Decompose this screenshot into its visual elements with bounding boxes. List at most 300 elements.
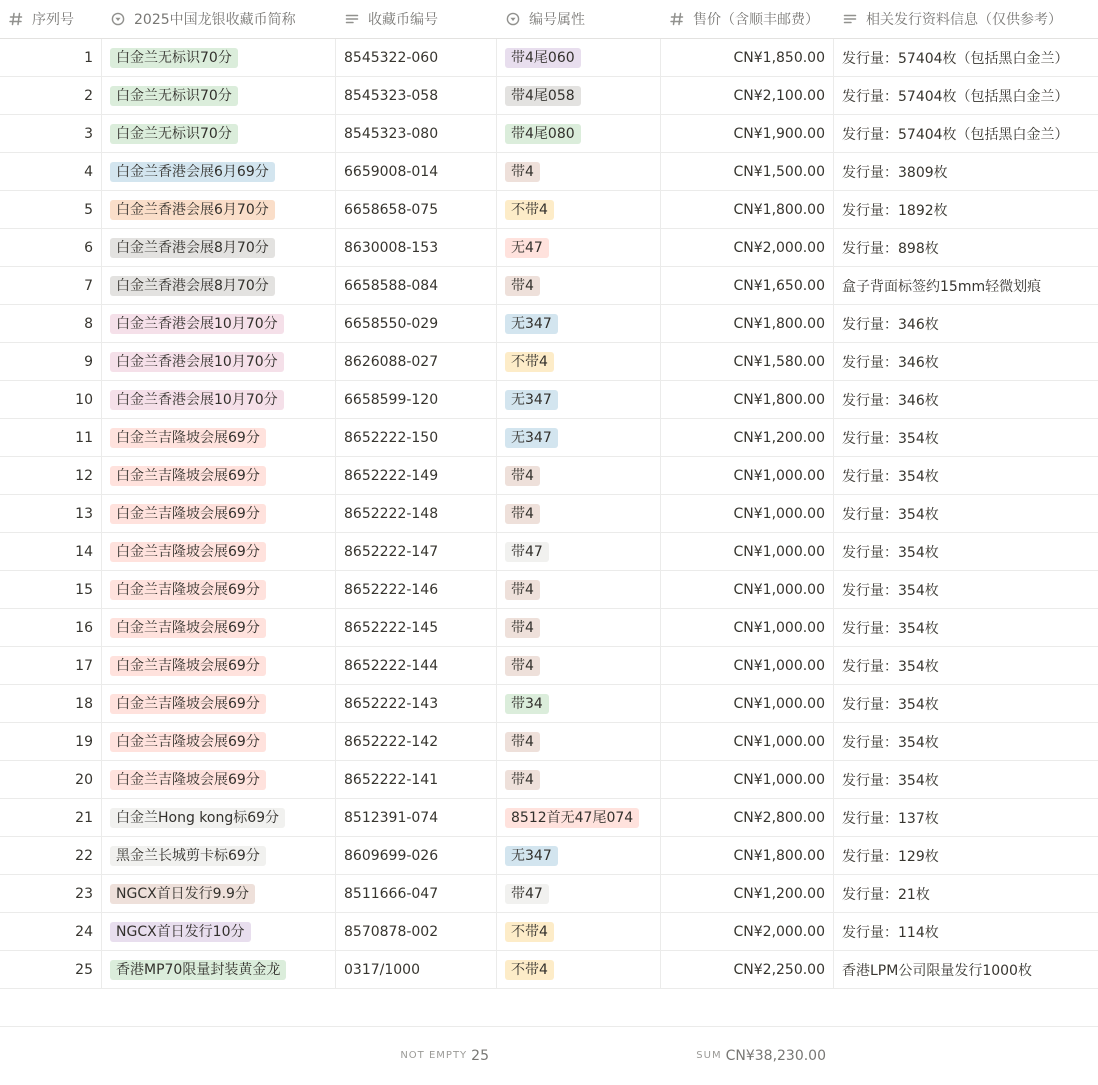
cell-attr[interactable] [497, 685, 661, 722]
issue-info: 发行量：354枚 [842, 696, 939, 713]
cell-price[interactable] [661, 419, 834, 456]
issue-info: 发行量：137枚 [842, 810, 939, 827]
price-value: CN¥1,000.00 [733, 467, 825, 484]
coin-name-tag: 白金兰香港会展10月70分 [110, 352, 284, 372]
cell-price[interactable] [661, 191, 834, 228]
table-row[interactable] [0, 77, 1098, 115]
serial-number: 22 [75, 847, 93, 864]
coin-code: 8545322-060 [344, 49, 439, 66]
code-attribute-tag: 不带4 [505, 960, 554, 980]
coin-name-tag: 白金兰香港会展6月69分 [110, 162, 275, 182]
price-value: CN¥1,000.00 [733, 657, 825, 674]
table-row[interactable] [0, 305, 1098, 343]
cell-code[interactable] [336, 723, 497, 760]
serial-number: 5 [84, 201, 93, 218]
coin-name-tag: 白金兰Hong kong标69分 [110, 808, 285, 828]
cell-attr[interactable] [497, 153, 661, 190]
cell-price[interactable] [661, 913, 834, 950]
cell-name[interactable] [102, 229, 336, 266]
issue-info: 盒子背面标签约15mm轻微划痕 [842, 278, 1042, 295]
coin-code: 8630008-153 [344, 239, 439, 256]
serial-number: 25 [75, 961, 93, 978]
cell-price[interactable] [661, 115, 834, 152]
table-row[interactable] [0, 723, 1098, 761]
cell-name[interactable] [102, 419, 336, 456]
coin-name-tag: 黑金兰长城剪卡标69分 [110, 846, 266, 866]
cell-info[interactable] [834, 419, 1098, 456]
cell-price[interactable] [661, 381, 834, 418]
cell-info[interactable] [834, 153, 1098, 190]
price-value: CN¥1,900.00 [733, 125, 825, 142]
cell-code[interactable] [336, 913, 497, 950]
serial-number: 13 [75, 505, 93, 522]
table-row[interactable] [0, 609, 1098, 647]
cell-seq[interactable] [0, 77, 102, 114]
table-row[interactable] [0, 495, 1098, 533]
table-row[interactable] [0, 153, 1098, 191]
price-value: CN¥2,250.00 [733, 961, 825, 978]
issue-info: 发行量：346枚 [842, 392, 939, 409]
coin-name-tag: 白金兰吉隆坡会展69分 [110, 694, 266, 714]
issue-info: 发行量：354枚 [842, 658, 939, 675]
price-value: CN¥1,000.00 [733, 619, 825, 636]
issue-info: 发行量：354枚 [842, 734, 939, 751]
code-attribute-tag: 带4 [505, 162, 540, 182]
code-attribute-tag: 带4 [505, 732, 540, 752]
cell-price[interactable] [661, 305, 834, 342]
cell-code[interactable] [336, 381, 497, 418]
cell-seq[interactable] [0, 761, 102, 798]
cell-price[interactable] [661, 153, 834, 190]
code-attribute-tag: 不带4 [505, 352, 554, 372]
footer-sum-cell[interactable] [497, 1048, 834, 1064]
cell-attr[interactable] [497, 419, 661, 456]
serial-number: 19 [75, 733, 93, 750]
cell-name[interactable] [102, 77, 336, 114]
cell-name[interactable] [102, 381, 336, 418]
code-attribute-tag: 带4 [505, 276, 540, 296]
coin-name-tag: 白金兰香港会展6月70分 [110, 200, 275, 220]
coin-name-tag: NGCX首日发行9.9分 [110, 884, 255, 904]
column-header-price[interactable] [661, 0, 834, 38]
price-value: CN¥1,500.00 [733, 163, 825, 180]
cell-attr[interactable] [497, 115, 661, 152]
serial-number: 10 [75, 391, 93, 408]
price-value: CN¥1,000.00 [733, 505, 825, 522]
serial-number: 6 [84, 239, 93, 256]
coin-name-tag: 白金兰吉隆坡会展69分 [110, 466, 266, 486]
cell-name[interactable] [102, 571, 336, 608]
cell-name[interactable] [102, 913, 336, 950]
serial-number: 1 [84, 49, 93, 66]
cell-info[interactable] [834, 647, 1098, 684]
cell-attr[interactable] [497, 457, 661, 494]
price-value: CN¥1,000.00 [733, 695, 825, 712]
coin-name-tag: NGCX首日发行10分 [110, 922, 251, 942]
table-row[interactable] [0, 913, 1098, 951]
serial-number: 11 [75, 429, 93, 446]
column-header-code[interactable] [336, 0, 497, 38]
cell-attr[interactable] [497, 305, 661, 342]
cell-name[interactable] [102, 191, 336, 228]
coin-code: 8652222-150 [344, 429, 439, 446]
cell-code[interactable] [336, 191, 497, 228]
price-value: CN¥1,800.00 [733, 201, 825, 218]
cell-name[interactable] [102, 343, 336, 380]
table-header [0, 0, 1098, 39]
coin-name-tag: 白金兰香港会展8月70分 [110, 276, 275, 296]
number-icon [8, 11, 24, 27]
coin-code: 8511666-047 [344, 885, 439, 902]
serial-number: 18 [75, 695, 93, 712]
cell-attr[interactable] [497, 77, 661, 114]
table-row[interactable] [0, 647, 1098, 685]
cell-code[interactable] [336, 39, 497, 76]
table-row[interactable] [0, 419, 1098, 457]
cell-info[interactable] [834, 381, 1098, 418]
code-attribute-tag: 带4尾058 [505, 86, 581, 106]
issue-info: 发行量：57404枚（包括黑白金兰） [842, 126, 1069, 143]
cell-seq[interactable] [0, 913, 102, 950]
coin-code: 8652222-143 [344, 695, 439, 712]
cell-code[interactable] [336, 837, 497, 874]
cell-price[interactable] [661, 571, 834, 608]
code-attribute-tag: 不带4 [505, 200, 554, 220]
cell-seq[interactable] [0, 685, 102, 722]
issue-info: 发行量：354枚 [842, 620, 939, 637]
cell-info[interactable] [834, 723, 1098, 760]
cell-name[interactable] [102, 951, 336, 988]
cell-name[interactable] [102, 305, 336, 342]
cell-name[interactable] [102, 495, 336, 532]
cell-attr[interactable] [497, 533, 661, 570]
price-value: CN¥1,200.00 [733, 429, 825, 446]
price-value: CN¥2,100.00 [733, 87, 825, 104]
coin-code: 8652222-145 [344, 619, 439, 636]
coin-name-tag: 白金兰吉隆坡会展69分 [110, 770, 266, 790]
issue-info: 发行量：346枚 [842, 316, 939, 333]
text-icon [842, 11, 858, 27]
serial-number: 12 [75, 467, 93, 484]
coin-name-tag: 白金兰吉隆坡会展69分 [110, 580, 266, 600]
cell-info[interactable] [834, 761, 1098, 798]
cell-seq[interactable] [0, 381, 102, 418]
cell-attr[interactable] [497, 381, 661, 418]
issue-info: 发行量：129枚 [842, 848, 939, 865]
table-row[interactable] [0, 39, 1098, 77]
cell-seq[interactable] [0, 229, 102, 266]
cell-code[interactable] [336, 533, 497, 570]
cell-code[interactable] [336, 951, 497, 988]
cell-attr[interactable] [497, 799, 661, 836]
cell-seq[interactable] [0, 647, 102, 684]
serial-number: 23 [75, 885, 93, 902]
cell-attr[interactable] [497, 39, 661, 76]
issue-info: 发行量：57404枚（包括黑白金兰） [842, 88, 1069, 105]
cell-code[interactable] [336, 761, 497, 798]
code-attribute-tag: 不带4 [505, 922, 554, 942]
cell-code[interactable] [336, 229, 497, 266]
cell-seq[interactable] [0, 951, 102, 988]
code-attribute-tag: 无347 [505, 390, 558, 410]
cell-name[interactable] [102, 533, 336, 570]
cell-name[interactable] [102, 457, 336, 494]
cell-seq[interactable] [0, 39, 102, 76]
cell-code[interactable] [336, 875, 497, 912]
cell-name[interactable] [102, 267, 336, 304]
cell-info[interactable] [834, 875, 1098, 912]
serial-number: 17 [75, 657, 93, 674]
coin-name-tag: 白金兰无标识70分 [110, 48, 238, 68]
column-header-attr[interactable] [497, 0, 661, 38]
table-row[interactable] [0, 381, 1098, 419]
cell-code[interactable] [336, 153, 497, 190]
cell-price[interactable] [661, 685, 834, 722]
cell-code[interactable] [336, 343, 497, 380]
issue-info: 发行量：354枚 [842, 544, 939, 561]
cell-seq[interactable] [0, 457, 102, 494]
cell-info[interactable] [834, 609, 1098, 646]
coin-code: 6659008-014 [344, 163, 439, 180]
cell-attr[interactable] [497, 571, 661, 608]
code-attribute-tag: 带4尾060 [505, 48, 581, 68]
code-attribute-tag: 无347 [505, 846, 558, 866]
code-attribute-tag: 带4 [505, 580, 540, 600]
cell-info[interactable] [834, 457, 1098, 494]
cell-code[interactable] [336, 267, 497, 304]
cell-code[interactable] [336, 495, 497, 532]
cell-info[interactable] [834, 495, 1098, 532]
serial-number: 8 [84, 315, 93, 332]
table-row[interactable] [0, 533, 1098, 571]
cell-code[interactable] [336, 115, 497, 152]
cell-code[interactable] [336, 457, 497, 494]
cell-info[interactable] [834, 533, 1098, 570]
cell-seq[interactable] [0, 495, 102, 532]
table-row[interactable] [0, 267, 1098, 305]
cell-info[interactable] [834, 267, 1098, 304]
cell-price[interactable] [661, 39, 834, 76]
cell-attr[interactable] [497, 761, 661, 798]
cell-info[interactable] [834, 39, 1098, 76]
table-row[interactable] [0, 571, 1098, 609]
cell-code[interactable] [336, 77, 497, 114]
footer-count-label: NOT EMPTY [400, 1050, 468, 1061]
cell-seq[interactable] [0, 191, 102, 228]
column-header-name[interactable] [102, 0, 336, 38]
cell-code[interactable] [336, 647, 497, 684]
cell-seq[interactable] [0, 571, 102, 608]
cell-seq[interactable] [0, 533, 102, 570]
cell-seq[interactable] [0, 875, 102, 912]
serial-number: 7 [84, 277, 93, 294]
table-row[interactable] [0, 229, 1098, 267]
serial-number: 20 [75, 771, 93, 788]
cell-name[interactable] [102, 799, 336, 836]
cell-seq[interactable] [0, 723, 102, 760]
cell-price[interactable] [661, 457, 834, 494]
cell-attr[interactable] [497, 609, 661, 646]
cell-name[interactable] [102, 875, 336, 912]
coin-name-tag: 白金兰吉隆坡会展69分 [110, 542, 266, 562]
coin-code: 8652222-141 [344, 771, 439, 788]
cell-attr[interactable] [497, 723, 661, 760]
code-attribute-tag: 带4 [505, 656, 540, 676]
cell-price[interactable] [661, 343, 834, 380]
column-header-label: 相关发行资料信息（仅供参考） [866, 12, 1062, 28]
issue-info: 发行量：57404枚（包括黑白金兰） [842, 50, 1069, 67]
table-row[interactable] [0, 761, 1098, 799]
cell-name[interactable] [102, 647, 336, 684]
issue-info: 发行量：354枚 [842, 430, 939, 447]
cell-seq[interactable] [0, 343, 102, 380]
cell-price[interactable] [661, 837, 834, 874]
coin-code: 8512391-074 [344, 809, 439, 826]
coin-code: 6658550-029 [344, 315, 439, 332]
cell-info[interactable] [834, 951, 1098, 988]
table-row[interactable] [0, 799, 1098, 837]
footer-count-cell[interactable] [0, 1048, 497, 1064]
cell-info[interactable] [834, 837, 1098, 874]
table-footer [0, 1026, 1098, 1084]
issue-info: 发行量：346枚 [842, 354, 939, 371]
coin-code: 8652222-142 [344, 733, 439, 750]
cell-name[interactable] [102, 685, 336, 722]
coin-name-tag: 白金兰香港会展8月70分 [110, 238, 275, 258]
cell-attr[interactable] [497, 495, 661, 532]
cell-attr[interactable] [497, 191, 661, 228]
cell-price[interactable] [661, 77, 834, 114]
cell-attr[interactable] [497, 229, 661, 266]
footer-sum-label: SUM [696, 1050, 722, 1061]
cell-price[interactable] [661, 267, 834, 304]
cell-info[interactable] [834, 571, 1098, 608]
code-attribute-tag: 带4 [505, 504, 540, 524]
cell-price[interactable] [661, 647, 834, 684]
column-header-label: 收藏币编号 [368, 12, 438, 28]
table-row[interactable] [0, 191, 1098, 229]
cell-price[interactable] [661, 723, 834, 760]
price-value: CN¥1,000.00 [733, 543, 825, 560]
cell-name[interactable] [102, 115, 336, 152]
price-value: CN¥2,000.00 [733, 923, 825, 940]
coin-code: 8545323-080 [344, 125, 439, 142]
cell-seq[interactable] [0, 609, 102, 646]
table-row[interactable] [0, 837, 1098, 875]
cell-name[interactable] [102, 609, 336, 646]
cell-attr[interactable] [497, 913, 661, 950]
coin-name-tag: 白金兰香港会展10月70分 [110, 390, 284, 410]
cell-seq[interactable] [0, 115, 102, 152]
cell-info[interactable] [834, 115, 1098, 152]
cell-info[interactable] [834, 685, 1098, 722]
coin-name-tag: 白金兰吉隆坡会展69分 [110, 618, 266, 638]
cell-code[interactable] [336, 685, 497, 722]
column-header-info[interactable] [834, 0, 1098, 38]
cell-code[interactable] [336, 571, 497, 608]
cell-price[interactable] [661, 875, 834, 912]
serial-number: 21 [75, 809, 93, 826]
cell-name[interactable] [102, 837, 336, 874]
cell-info[interactable] [834, 77, 1098, 114]
cell-code[interactable] [336, 609, 497, 646]
cell-price[interactable] [661, 229, 834, 266]
cell-name[interactable] [102, 723, 336, 760]
cell-price[interactable] [661, 495, 834, 532]
cell-seq[interactable] [0, 305, 102, 342]
serial-number: 2 [84, 87, 93, 104]
cell-seq[interactable] [0, 153, 102, 190]
coin-code: 8652222-148 [344, 505, 439, 522]
cell-price[interactable] [661, 609, 834, 646]
cell-info[interactable] [834, 799, 1098, 836]
code-attribute-tag: 带47 [505, 884, 549, 904]
price-value: CN¥1,000.00 [733, 581, 825, 598]
serial-number: 3 [84, 125, 93, 142]
cell-name[interactable] [102, 153, 336, 190]
issue-info: 发行量：354枚 [842, 582, 939, 599]
cell-attr[interactable] [497, 875, 661, 912]
cell-attr[interactable] [497, 647, 661, 684]
column-header-label: 2025中国龙银收藏币简称 [134, 12, 296, 28]
cell-info[interactable] [834, 191, 1098, 228]
price-value: CN¥1,800.00 [733, 391, 825, 408]
coin-name-tag: 白金兰吉隆坡会展69分 [110, 656, 266, 676]
cell-code[interactable] [336, 799, 497, 836]
coin-code: 8652222-146 [344, 581, 439, 598]
cell-info[interactable] [834, 343, 1098, 380]
cell-info[interactable] [834, 305, 1098, 342]
table-row[interactable] [0, 343, 1098, 381]
code-attribute-tag: 带4尾080 [505, 124, 581, 144]
price-value: CN¥1,000.00 [733, 771, 825, 788]
cell-seq[interactable] [0, 419, 102, 456]
cell-price[interactable] [661, 951, 834, 988]
code-attribute-tag: 带34 [505, 694, 549, 714]
cell-seq[interactable] [0, 267, 102, 304]
cell-seq[interactable] [0, 837, 102, 874]
coin-code: 8570878-002 [344, 923, 439, 940]
table-row[interactable] [0, 457, 1098, 495]
cell-price[interactable] [661, 761, 834, 798]
cell-info[interactable] [834, 229, 1098, 266]
price-value: CN¥1,200.00 [733, 885, 825, 902]
code-attribute-tag: 带4 [505, 618, 540, 638]
cell-code[interactable] [336, 419, 497, 456]
issue-info: 发行量：114枚 [842, 924, 939, 941]
cell-attr[interactable] [497, 837, 661, 874]
issue-info: 发行量：1892枚 [842, 202, 948, 219]
table-row[interactable] [0, 685, 1098, 723]
column-header-seq[interactable] [0, 0, 102, 38]
cell-name[interactable] [102, 39, 336, 76]
table-row[interactable] [0, 951, 1098, 989]
cell-price[interactable] [661, 799, 834, 836]
cell-attr[interactable] [497, 951, 661, 988]
table-row[interactable] [0, 875, 1098, 913]
cell-price[interactable] [661, 533, 834, 570]
cell-seq[interactable] [0, 799, 102, 836]
cell-name[interactable] [102, 761, 336, 798]
cell-info[interactable] [834, 913, 1098, 950]
cell-code[interactable] [336, 305, 497, 342]
cell-attr[interactable] [497, 267, 661, 304]
table-row[interactable] [0, 115, 1098, 153]
price-value: CN¥1,800.00 [733, 315, 825, 332]
cell-attr[interactable] [497, 343, 661, 380]
issue-info: 发行量：21枚 [842, 886, 930, 903]
coin-code: 8626088-027 [344, 353, 439, 370]
